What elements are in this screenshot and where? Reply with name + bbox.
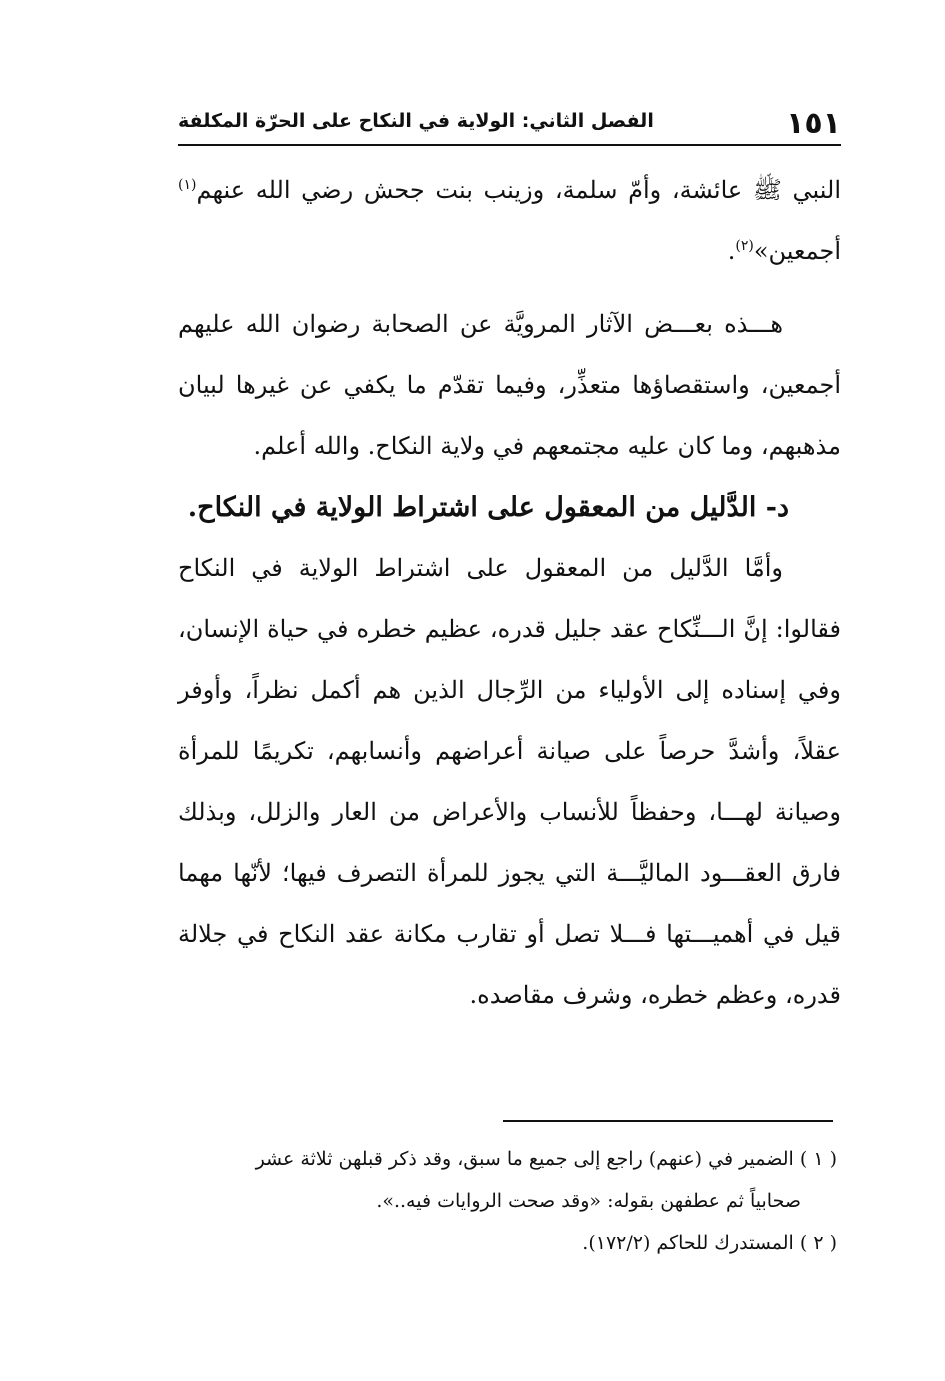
section-heading: د- الدَّليل من المعقول على اشتراط الولاية في النكاح. <box>187 492 789 523</box>
running-title: الفصل الثاني: الولاية في النكاح على الحرّة المكلفة <box>178 110 654 132</box>
paragraph: هـــذه بعـــض الآثار المرويَّة عن الصحابة رضوان الله عليهم أجمعين، واستقصاؤها متعذِّر، وفيما تقدّم ما يكفي عن غيرها لبيان مذهبهم، وما كان عليه مجتمعهم في ولاية النكاح. والله أعلم. <box>178 310 841 460</box>
paragraph: وأمَّا الدَّليل من المعقول على اشتراط الولاية في النكاح فقالوا: إنَّ الـــنِّكاح عقد جليل قدره، عظيم خطره في حياة الإنسان، وفي إسناده إلى الأولياء من الرِّجال الذين هم أكمل نظراً، وأوفر عقلاً، وأشدَّ حرصاً على صيانة أعراضهم وأنسابهم، تكريمًا للمرأة وصيانة لهـــا، وحفظاً للأنساب والأعراض من العار والزلل، وبذلك فارق العقـــود الماليَّـــة التي يجوز للمرأة التصرف فيها؛ لأنّها مهما قيل في أهميـــتها فـــلا تصل أو تقارب مكانة عقد النكاح في جلالة قدره، وعظم خطره، وشرف مقاصده. <box>178 554 841 1009</box>
page-header <box>178 104 841 146</box>
page-number: ١٥١ <box>786 106 841 141</box>
paragraph-text: . <box>727 237 736 265</box>
footnote-2: ( ٢ ) المستدرك للحاكم (١٧٢/٢). <box>582 1232 837 1254</box>
footnotes <box>205 1138 837 1264</box>
footnote-1: ( ١ ) الضمير في (عنهم) راجع إلى جميع ما سبق، وقد ذكر قبلهن ثلاثة عشر <box>255 1148 837 1170</box>
paragraph-text: النبي ﷺ عائشة، وأمّ سلمة، وزينب بنت جحش رضي الله عنهم <box>196 176 841 204</box>
footnote-marker: (٢) <box>735 238 754 254</box>
main-text <box>178 160 841 1026</box>
footnote-separator <box>503 1120 833 1122</box>
paragraph-continuation <box>178 160 841 282</box>
footnote-marker: (١) <box>178 177 197 193</box>
footnote-1-continuation: صحابياً ثم عطفهن بقوله: «وقد صحت الروايات فيه..». <box>376 1190 801 1212</box>
paragraph-text: أجمعين» <box>753 237 841 265</box>
